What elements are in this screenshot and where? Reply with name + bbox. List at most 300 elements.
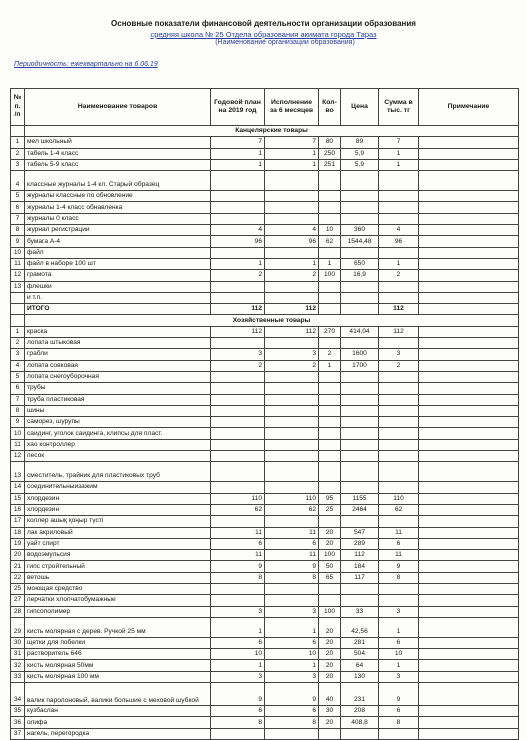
cell-plan: 1 (211, 617, 265, 637)
cell-item-name: щетки для побелки (25, 637, 211, 648)
cell-number: 19 (11, 538, 25, 549)
cell-sum: 1 (379, 159, 419, 170)
table-row (11, 527, 519, 538)
cell-quantity: 40 (319, 683, 341, 706)
cell-note (419, 428, 519, 439)
cell-sum (379, 213, 419, 224)
cell-sum: 8 (379, 572, 419, 583)
cell-price (341, 462, 379, 482)
cell-sum: 96 (379, 236, 419, 247)
cell-quantity (319, 417, 341, 428)
cell-item-name: и т.п. (25, 292, 211, 303)
cell-execution (265, 595, 319, 606)
cell-quantity (319, 728, 341, 739)
cell-item-name: хлордезин (25, 504, 211, 515)
cell-execution: 1 (265, 660, 319, 671)
cell-quantity: 100 (319, 270, 341, 281)
cell-execution: 96 (265, 236, 319, 247)
cell-execution: 62 (265, 504, 319, 515)
cell-item-name: ИТОГО (25, 304, 211, 315)
cell-plan (211, 202, 265, 213)
cell-plan: 1 (211, 660, 265, 671)
table-row (11, 516, 519, 527)
table-row (11, 326, 519, 337)
cell-note (419, 247, 519, 258)
cell-sum: 1 (379, 660, 419, 671)
cell-sum (379, 417, 419, 428)
table-row (11, 213, 519, 224)
table-row (11, 637, 519, 648)
cell-execution (265, 451, 319, 462)
cell-note (419, 304, 519, 315)
cell-sum: 11 (379, 527, 419, 538)
cell-execution: 9 (265, 561, 319, 572)
table-row (11, 439, 519, 450)
cell-plan: 3 (211, 606, 265, 617)
cell-price: 117 (341, 572, 379, 583)
cell-quantity: 20 (319, 617, 341, 637)
table-row (11, 191, 519, 202)
cell-sum: 3 (379, 349, 419, 360)
cell-sum: 2 (379, 360, 419, 371)
organization-caption: (Наименование организации образования) (215, 39, 355, 46)
cell-item-name: ветошь (25, 572, 211, 583)
cell-plan (211, 439, 265, 450)
cell-item-name: файл в наборе 100 шт (25, 258, 211, 269)
cell-plan (211, 417, 265, 428)
cell-execution: 3 (265, 671, 319, 682)
cell-item-name: файл (25, 247, 211, 258)
cell-quantity: 1 (319, 258, 341, 269)
cell-note (419, 606, 519, 617)
table-row (11, 572, 519, 583)
cell-execution: 1 (265, 159, 319, 170)
table-row (11, 171, 519, 191)
table-row (11, 561, 519, 572)
cell-sum (379, 394, 419, 405)
cell-sum (379, 428, 419, 439)
cell-execution: 110 (265, 493, 319, 504)
cell-number: 29 (11, 617, 25, 637)
cell-quantity: 2 (319, 349, 341, 360)
cell-plan (211, 247, 265, 258)
cell-number (11, 126, 25, 137)
cell-note (419, 572, 519, 583)
table-row (11, 595, 519, 606)
cell-price: 184 (341, 561, 379, 572)
cell-number: 7 (11, 213, 25, 224)
cell-execution: 112 (265, 326, 319, 337)
cell-quantity: 62 (319, 236, 341, 247)
cell-item-name: флешки (25, 281, 211, 292)
cell-sum: 11 (379, 550, 419, 561)
cell-number: 9 (11, 417, 25, 428)
cell-number: 8 (11, 225, 25, 236)
cell-plan: 96 (211, 236, 265, 247)
cell-price (341, 281, 379, 292)
cell-quantity (319, 583, 341, 594)
cell-number: 33 (11, 671, 25, 682)
cell-quantity (319, 191, 341, 202)
cell-note (419, 728, 519, 739)
cell-sum (379, 191, 419, 202)
cell-note (419, 137, 519, 148)
cell-execution: 8 (265, 717, 319, 728)
section-title: Хозяйственные товары (25, 315, 519, 326)
cell-quantity (319, 371, 341, 382)
cell-note (419, 717, 519, 728)
cell-execution (265, 728, 319, 739)
cell-sum: 1 (379, 617, 419, 637)
cell-item-name: растворитель 646 (25, 649, 211, 660)
cell-execution: 10 (265, 649, 319, 660)
cell-sum: 3 (379, 606, 419, 617)
table-row (11, 482, 519, 493)
cell-quantity: 20 (319, 538, 341, 549)
cell-note (419, 595, 519, 606)
cell-execution (265, 383, 319, 394)
cell-quantity: 20 (319, 527, 341, 538)
cell-plan (211, 462, 265, 482)
cell-item-name: кисть молярная с дерев. Ручкой 25 мм (25, 617, 211, 637)
cell-sum: 62 (379, 504, 419, 515)
cell-plan (211, 213, 265, 224)
cell-note (419, 281, 519, 292)
cell-plan (211, 281, 265, 292)
table-row (11, 383, 519, 394)
cell-sum (379, 595, 419, 606)
cell-item-name: классные журналы 1-4 кл. Старый образец (25, 171, 211, 191)
cell-quantity: 270 (319, 326, 341, 337)
cell-execution: 1 (265, 258, 319, 269)
cell-note (419, 482, 519, 493)
cell-plan: 9 (211, 683, 265, 706)
table-row (11, 148, 519, 159)
cell-sum: 112 (379, 326, 419, 337)
col-header: Кол-во (319, 89, 341, 126)
cell-price (341, 338, 379, 349)
cell-item-name: лопата снегоуборочная (25, 371, 211, 382)
cell-item-name: перчатки хлопчатобумажные (25, 595, 211, 606)
cell-execution: 2 (265, 270, 319, 281)
table-row (11, 417, 519, 428)
cell-plan: 62 (211, 504, 265, 515)
cell-number: 27 (11, 595, 25, 606)
cell-execution (265, 482, 319, 493)
cell-execution (265, 405, 319, 416)
cell-price (341, 439, 379, 450)
cell-item-name: олифа (25, 717, 211, 728)
cell-number: 11 (11, 258, 25, 269)
cell-price: 289 (341, 538, 379, 549)
cell-price: 1600 (341, 349, 379, 360)
cell-plan (211, 171, 265, 191)
cell-item-name: лопата штыковая (25, 338, 211, 349)
cell-number: 25 (11, 583, 25, 594)
table-row (11, 281, 519, 292)
cell-plan: 3 (211, 349, 265, 360)
table-row (11, 451, 519, 462)
cell-note (419, 405, 519, 416)
cell-quantity: 20 (319, 649, 341, 660)
cell-quantity (319, 292, 341, 303)
table-header (11, 89, 519, 126)
cell-quantity (319, 405, 341, 416)
cell-item-name: краска (25, 326, 211, 337)
total-row (11, 304, 519, 315)
cell-item-name: коллер ашық қоңыр түсті (25, 516, 211, 527)
cell-quantity: 20 (319, 671, 341, 682)
cell-quantity (319, 462, 341, 482)
cell-plan (211, 728, 265, 739)
cell-execution: 9 (265, 683, 319, 706)
cell-number: 8 (11, 405, 25, 416)
cell-quantity (319, 213, 341, 224)
cell-sum: 9 (379, 561, 419, 572)
cell-plan: 112 (211, 304, 265, 315)
table-row (11, 606, 519, 617)
cell-price (341, 202, 379, 213)
table-row (11, 349, 519, 360)
cell-note (419, 451, 519, 462)
cell-number (11, 292, 25, 303)
cell-plan: 6 (211, 637, 265, 648)
cell-quantity: 10 (319, 225, 341, 236)
cell-price (341, 417, 379, 428)
cell-sum (379, 482, 419, 493)
cell-item-name: хлордезин (25, 493, 211, 504)
cell-quantity: 100 (319, 606, 341, 617)
cell-note (419, 417, 519, 428)
cell-note (419, 439, 519, 450)
cell-price (341, 595, 379, 606)
cell-sum (379, 583, 419, 594)
cell-item-name: хао контроллер (25, 439, 211, 450)
cell-plan (211, 428, 265, 439)
cell-quantity (319, 595, 341, 606)
cell-execution (265, 428, 319, 439)
table-row (11, 617, 519, 637)
cell-plan: 2 (211, 270, 265, 281)
cell-note (419, 583, 519, 594)
cell-note (419, 191, 519, 202)
cell-item-name: гипс стройтельный (25, 561, 211, 572)
col-header: Примечание (419, 89, 519, 126)
table-row (11, 202, 519, 213)
cell-quantity (319, 428, 341, 439)
cell-quantity (319, 202, 341, 213)
cell-execution: 4 (265, 225, 319, 236)
cell-execution: 1 (265, 617, 319, 637)
cell-price: 1544,48 (341, 236, 379, 247)
cell-note (419, 148, 519, 159)
cell-sum (379, 338, 419, 349)
cell-item-name: саидинг, уголок саидинга, клипсы для пласт. (25, 428, 211, 439)
cell-execution (265, 338, 319, 349)
cell-sum (379, 371, 419, 382)
cell-note (419, 326, 519, 337)
cell-sum (379, 451, 419, 462)
table-row (11, 247, 519, 258)
cell-number: 2 (11, 148, 25, 159)
cell-quantity (319, 451, 341, 462)
cell-number: 12 (11, 270, 25, 281)
cell-price: 208 (341, 706, 379, 717)
cell-item-name: нагель, перегородка (25, 728, 211, 739)
cell-note (419, 706, 519, 717)
cell-plan: 4 (211, 225, 265, 236)
cell-plan: 1 (211, 148, 265, 159)
cell-price: 42,56 (341, 617, 379, 637)
cell-price: 650 (341, 258, 379, 269)
organization-name: средняя школа № 25 Отдела образования акимата города Тараз (150, 30, 377, 39)
cell-item-name: моющая средство (25, 583, 211, 594)
cell-number (11, 304, 25, 315)
cell-execution (265, 583, 319, 594)
table-row (11, 159, 519, 170)
cell-item-name: соединительныизажим (25, 482, 211, 493)
cell-note (419, 527, 519, 538)
cell-execution: 3 (265, 349, 319, 360)
cell-item-name: журналы 0 класс (25, 213, 211, 224)
cell-quantity: 20 (319, 637, 341, 648)
cell-sum (379, 462, 419, 482)
table-row (11, 660, 519, 671)
cell-price (341, 191, 379, 202)
cell-number: 13 (11, 462, 25, 482)
cell-note (419, 202, 519, 213)
cell-quantity (319, 482, 341, 493)
cell-plan: 110 (211, 493, 265, 504)
table-row (11, 236, 519, 247)
cell-item-name: сместитель, трайник для пластиковых труб (25, 462, 211, 482)
cell-sum: 1 (379, 148, 419, 159)
cell-number: 37 (11, 728, 25, 739)
cell-note (419, 236, 519, 247)
cell-number: 3 (11, 349, 25, 360)
cell-number: 1 (11, 137, 25, 148)
cell-execution: 6 (265, 706, 319, 717)
cell-execution: 6 (265, 637, 319, 648)
cell-item-name: бумага А-4 (25, 236, 211, 247)
cell-note (419, 270, 519, 281)
cell-price: 16,9 (341, 270, 379, 281)
table-row (11, 538, 519, 549)
cell-number: 5 (11, 191, 25, 202)
cell-price (341, 728, 379, 739)
col-header: Цена (341, 89, 379, 126)
cell-quantity: 20 (319, 717, 341, 728)
cell-note (419, 649, 519, 660)
cell-sum (379, 171, 419, 191)
cell-quantity (319, 281, 341, 292)
cell-execution: 7 (265, 137, 319, 148)
cell-execution: 1 (265, 148, 319, 159)
cell-sum (379, 281, 419, 292)
cell-note (419, 637, 519, 648)
table-row (11, 405, 519, 416)
cell-quantity (319, 516, 341, 527)
cell-plan (211, 371, 265, 382)
cell-execution (265, 516, 319, 527)
cell-execution: 2 (265, 360, 319, 371)
cell-note (419, 338, 519, 349)
cell-number: 17 (11, 516, 25, 527)
cell-note (419, 383, 519, 394)
cell-execution: 112 (265, 304, 319, 315)
cell-note (419, 213, 519, 224)
cell-item-name: саморез, шурупы (25, 417, 211, 428)
cell-number: 34 (11, 683, 25, 706)
document-title: Основные показатели финансовой деятельности организации образования (111, 19, 416, 28)
cell-note (419, 258, 519, 269)
table-row (11, 394, 519, 405)
cell-item-name: журналы 1-4 класс обнавленка (25, 202, 211, 213)
table-row (11, 338, 519, 349)
cell-price: 5,9 (341, 148, 379, 159)
cell-price: 5,9 (341, 159, 379, 170)
cell-sum: 2 (379, 270, 419, 281)
cell-execution: 11 (265, 550, 319, 561)
cell-number: 22 (11, 572, 25, 583)
table-row (11, 270, 519, 281)
cell-item-name: лопата совковая (25, 360, 211, 371)
cell-price: 130 (341, 671, 379, 682)
cell-plan (211, 292, 265, 303)
cell-execution (265, 439, 319, 450)
cell-number: 1 (11, 326, 25, 337)
cell-number: 9 (11, 236, 25, 247)
cell-item-name: табель 5-9 класс (25, 159, 211, 170)
cell-quantity (319, 171, 341, 191)
cell-price (341, 383, 379, 394)
cell-plan: 3 (211, 671, 265, 682)
cell-note (419, 292, 519, 303)
col-header: Годовой план на 2019 год (211, 89, 265, 126)
cell-number: 31 (11, 649, 25, 660)
col-header: Наименование товаров (25, 89, 211, 126)
cell-plan: 8 (211, 717, 265, 728)
cell-plan (211, 482, 265, 493)
cell-number: 10 (11, 428, 25, 439)
cell-item-name: журналы классные по обновление (25, 191, 211, 202)
cell-quantity: 65 (319, 572, 341, 583)
table-row (11, 360, 519, 371)
cell-number: 30 (11, 637, 25, 648)
cell-price: 1155 (341, 493, 379, 504)
cell-plan (211, 383, 265, 394)
table-row (11, 137, 519, 148)
cell-quantity: 50 (319, 561, 341, 572)
cell-item-name: гипсополимер (25, 606, 211, 617)
cell-price: 281 (341, 637, 379, 648)
cell-price (341, 482, 379, 493)
cell-execution: 6 (265, 538, 319, 549)
cell-sum (379, 728, 419, 739)
cell-note (419, 538, 519, 549)
cell-note (419, 394, 519, 405)
cell-number: 13 (11, 281, 25, 292)
cell-plan (211, 583, 265, 594)
table-row (11, 706, 519, 717)
cell-note (419, 225, 519, 236)
cell-plan: 8 (211, 572, 265, 583)
cell-price: 33 (341, 606, 379, 617)
cell-note (419, 371, 519, 382)
cell-quantity: 250 (319, 148, 341, 159)
cell-plan: 1 (211, 258, 265, 269)
cell-item-name: грабли (25, 349, 211, 360)
